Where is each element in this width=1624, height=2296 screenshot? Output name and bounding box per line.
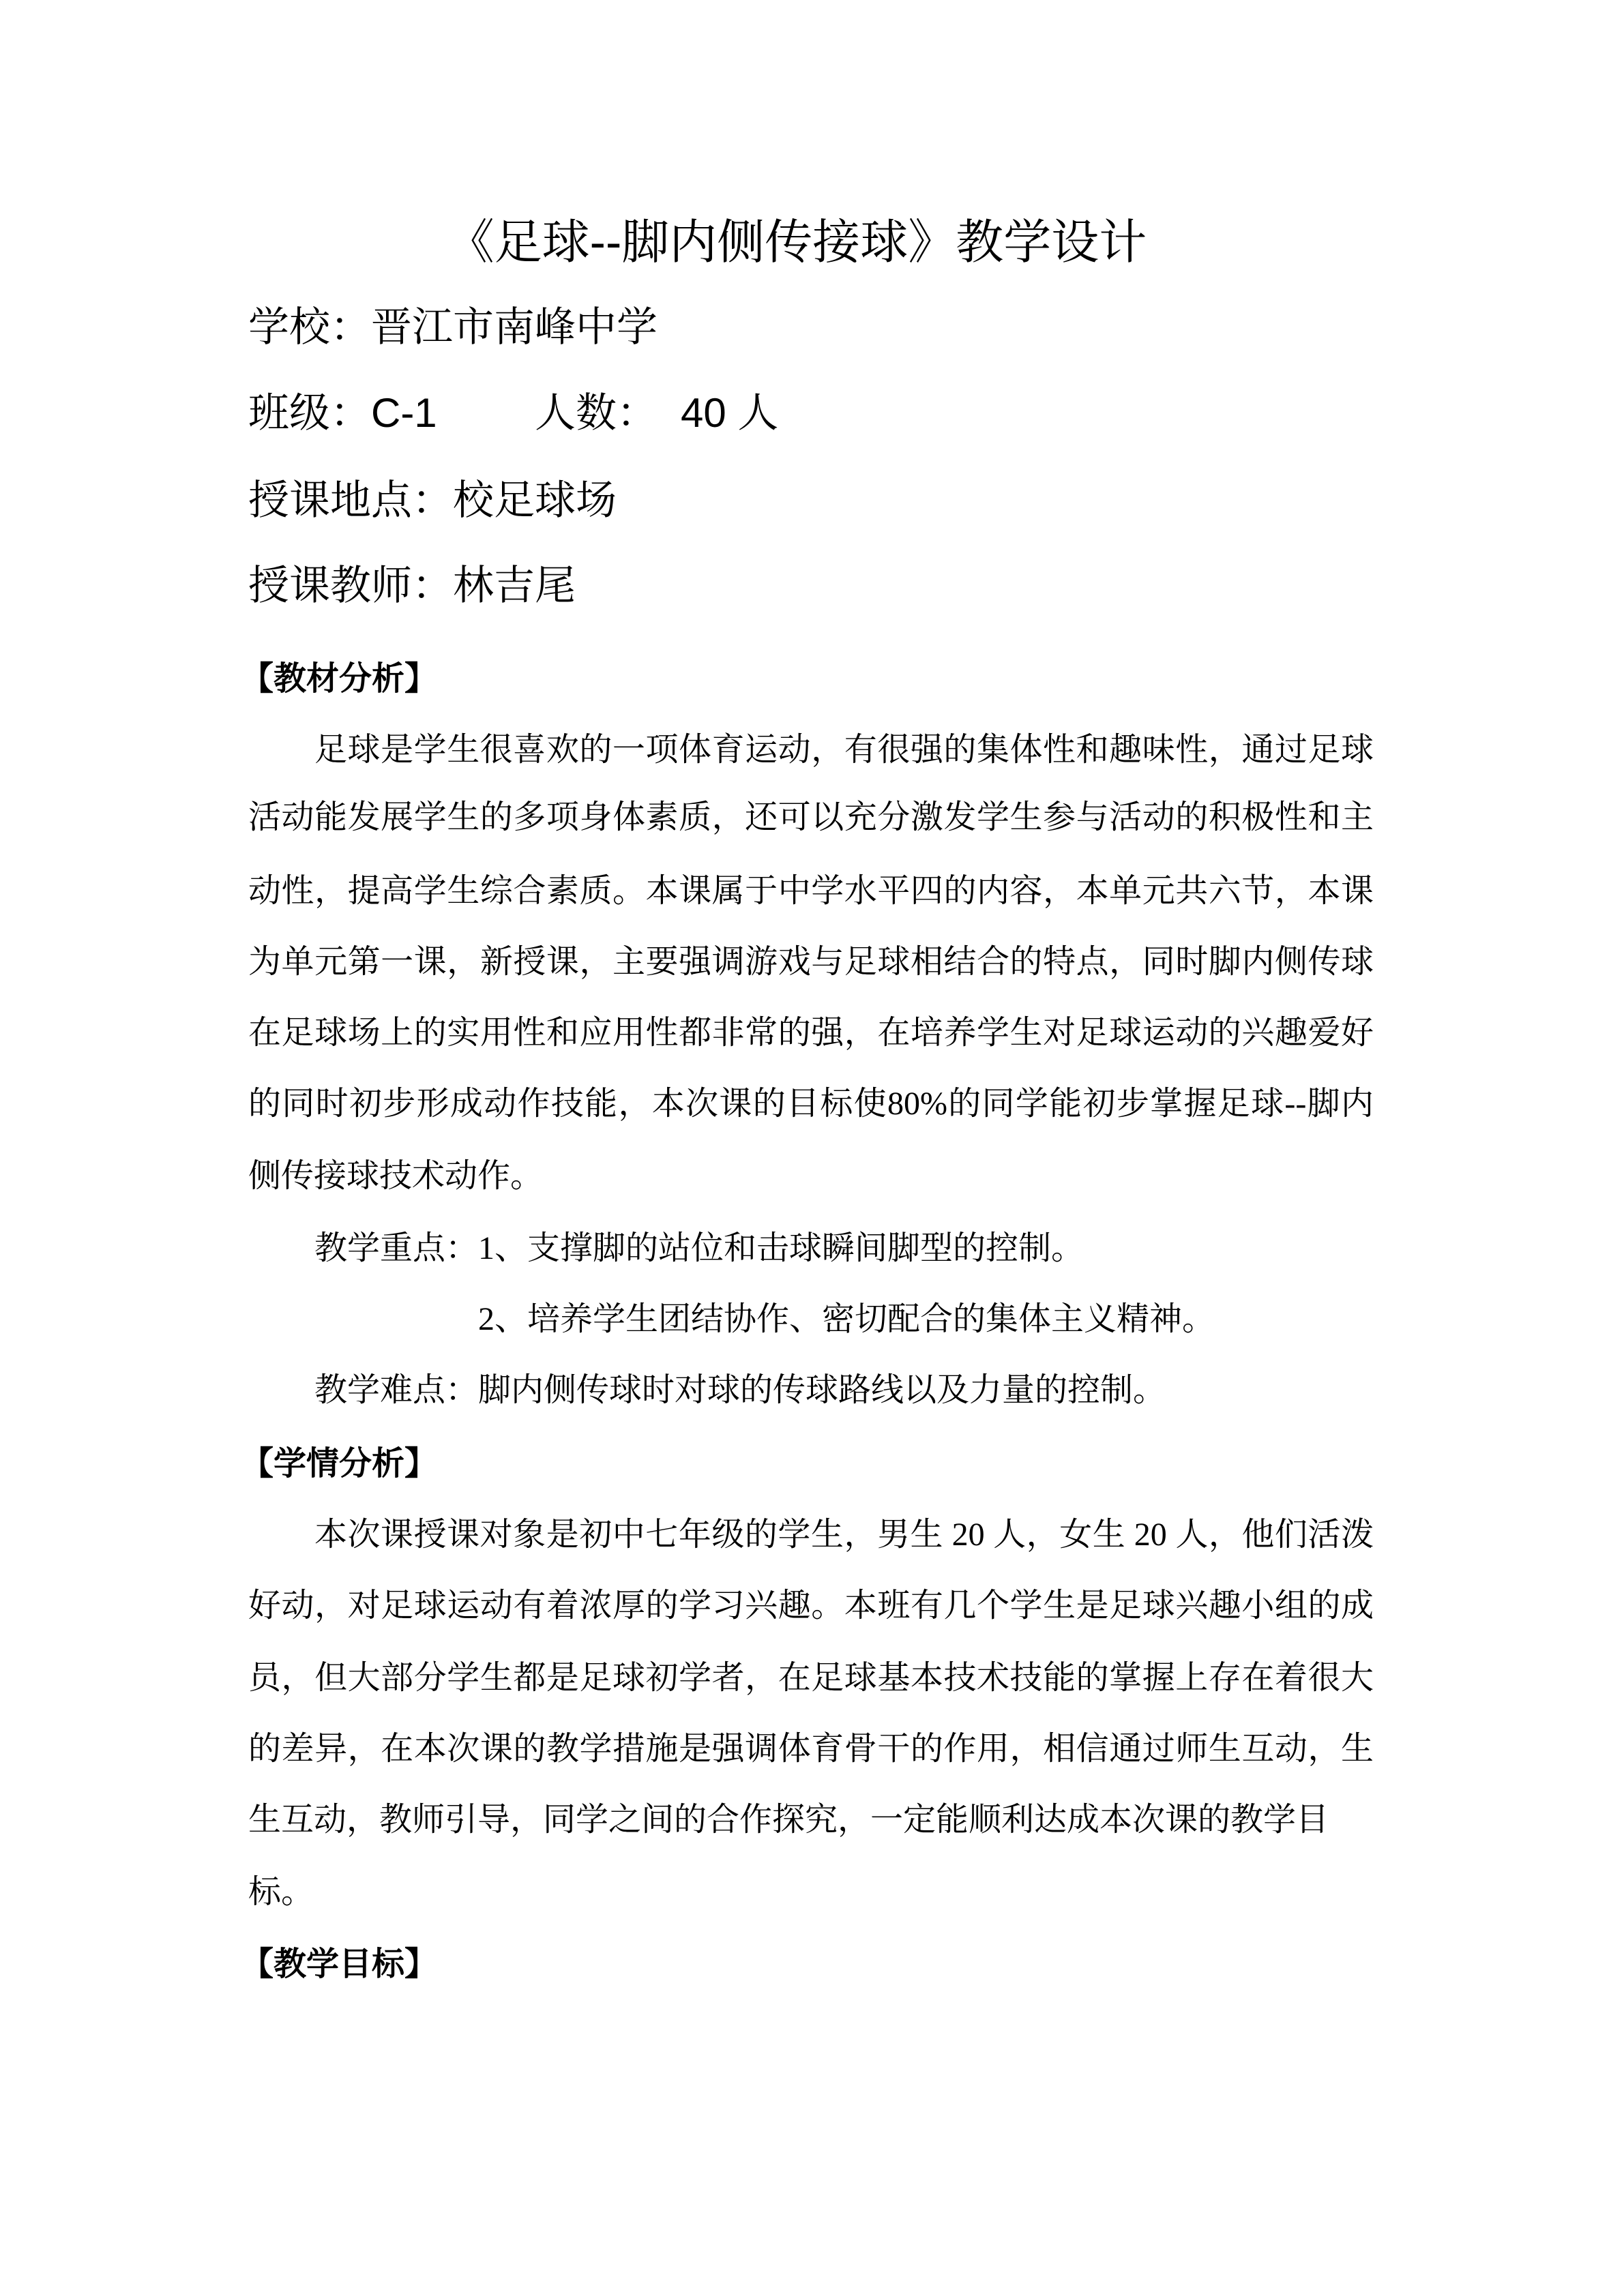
school-value: 晋江市南峰中学 — [371, 304, 658, 350]
paragraph-line: 生互动，教师引导，同学之间的合作探究，一定能顺利达成本次课的教学目 — [248, 1802, 1329, 1838]
paragraph-line: 好动，对足球运动有着浓厚的学习兴趣。本班有几个学生是足球兴趣小组的成 — [248, 1587, 1374, 1624]
difficulty-line — [314, 1370, 1166, 1411]
paragraph-line: 本次课授课对象是初中七年级的学生，男生 20 人，女生 20 人，他们活泼 — [314, 1517, 1374, 1553]
class-label: 班级： — [248, 390, 371, 436]
class-value: C-1 — [371, 390, 437, 436]
section-heading-material-analysis: 【教材分析】 — [241, 661, 438, 697]
paragraph-line: 足球是学生很喜欢的一项体育运动，有很强的集体性和趣味性，通过足球 — [314, 732, 1374, 768]
paragraph-line: 标。 — [248, 1874, 314, 1910]
location-line — [248, 476, 1067, 525]
difficulty-label: 教学难点： — [314, 1372, 479, 1408]
section-heading-teaching-objectives: 【教学目标】 — [241, 1946, 438, 1982]
paragraph-line: 的同时初步形成动作技能，本次课的目标使80%的同学能初步掌握足球--脚内 — [248, 1086, 1374, 1122]
key-points-line — [314, 1228, 1084, 1269]
paragraph-line: 在足球场上的实用性和应用性都非常的强，在培养学生对足球运动的兴趣爱好 — [248, 1015, 1374, 1051]
paragraph-line: 活动能发展学生的多项身体素质，还可以充分激发学生参与活动的积极性和主 — [248, 799, 1374, 835]
count-value: 40 人 — [681, 390, 779, 436]
document-title: 《足球--脚内侧传接球》教学设计 — [446, 215, 1147, 269]
paragraph-line: 为单元第一课，新授课，主要强调游戏与足球相结合的特点，同时脚内侧传球 — [248, 944, 1374, 980]
school-line — [248, 303, 1067, 352]
location-label: 授课地点： — [248, 477, 453, 523]
key-point-item: 2、培养学生团结协作、密切配合的集体主义精神。 — [478, 1301, 1215, 1337]
section-heading-student-analysis: 【学情分析】 — [241, 1446, 438, 1482]
key-points-label: 教学重点： — [314, 1230, 479, 1266]
teacher-label: 授课教师： — [248, 563, 453, 608]
teacher-value: 林吉尾 — [453, 563, 576, 608]
school-label: 学校： — [248, 304, 371, 350]
paragraph-line: 动性，提高学生综合素质。本课属于中学水平四的内容，本单元共六节，本课 — [248, 873, 1374, 909]
paragraph-line: 员，但大部分学生都是足球初学者，在足球基本技术技能的掌握上存在着很大 — [248, 1660, 1374, 1696]
class-count-line — [248, 389, 1067, 438]
paragraph-line: 的差异，在本次课的教学措施是强调体育骨干的作用，相信通过师生互动，生 — [248, 1731, 1374, 1767]
location-value: 校足球场 — [453, 477, 617, 523]
difficulty-text: 脚内侧传球时对球的传球路线以及力量的控制。 — [478, 1372, 1166, 1408]
paragraph-line: 侧传接球技术动作。 — [248, 1158, 544, 1194]
count-label: 人数： — [535, 390, 658, 436]
teacher-line — [248, 561, 1067, 610]
class-group — [248, 389, 437, 438]
key-point-item: 1、支撑脚的站位和击球瞬间脚型的控制。 — [478, 1230, 1084, 1266]
